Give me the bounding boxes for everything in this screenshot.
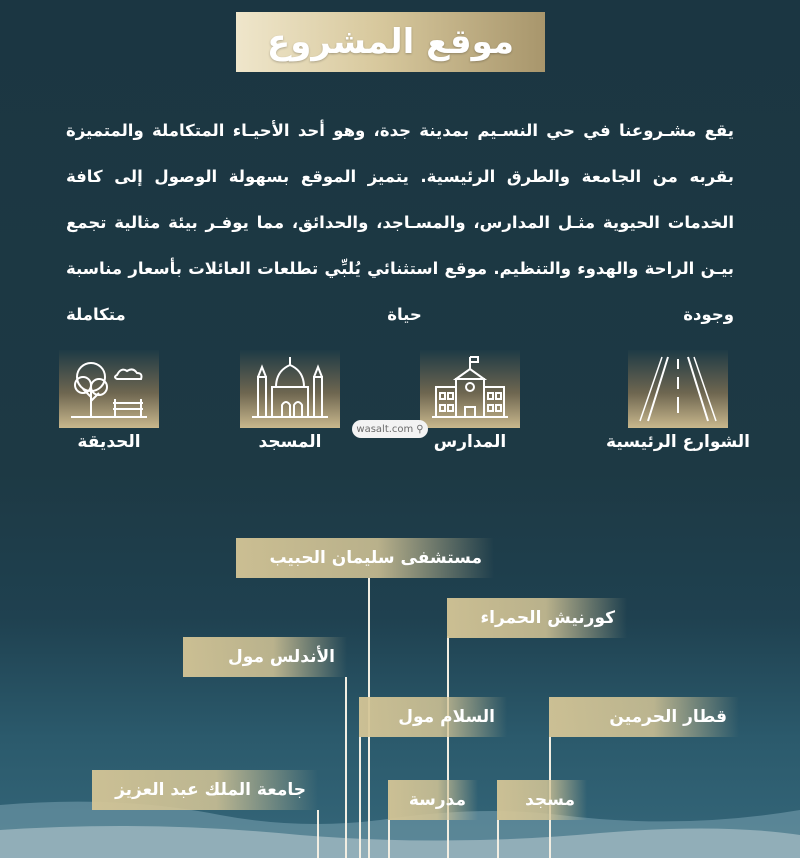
line-university — [317, 810, 319, 858]
feature-label-park: الحديقة — [77, 432, 141, 452]
mosque-tile — [240, 350, 340, 428]
title-banner — [236, 12, 545, 72]
project-description: يقع مشـروعنا في حي النسـيم بمدينة جدة، وهو أحد الأحيـاء المتكاملة والمتميزة بقربه من الجامعة والطرق الرئيسية. يتميز الموقع بسهولة الوصول إلى كافة الخدمات الحيوية مثـل المدارس، والمسـاجد، والحدائق، مما يوفـر بيئة مثالية تجمع بيـن الراحة والهدوء والتنظيم. موقع استثنائي يُلبِّي تطلعات العائلات بأسعار مناسبة وجودة حياة متكاملة — [66, 121, 734, 324]
feature-school — [420, 350, 520, 452]
line-andalus-mall — [345, 677, 347, 858]
place-corniche — [447, 598, 627, 638]
road-icon — [638, 353, 718, 425]
place-label-corniche: كورنيش الحمراء — [480, 608, 615, 628]
place-school — [388, 780, 478, 820]
watermark — [352, 420, 428, 438]
place-salam-mall — [359, 697, 507, 737]
watermark-text: wasalt.com — [356, 423, 414, 435]
feature-label-mosque: المسجد — [258, 432, 322, 452]
line-mosque — [497, 820, 499, 858]
line-corniche — [447, 636, 449, 858]
place-label-andalus-mall: الأندلس مول — [228, 647, 335, 667]
feature-label-school: المدارس — [433, 432, 507, 452]
line-salam-mall — [359, 737, 361, 858]
place-label-haramain-train: قطار الحرمين — [609, 707, 727, 727]
page-title: موقع المشروع — [266, 22, 514, 62]
school-tile — [420, 350, 520, 428]
place-haramain-train — [549, 697, 739, 737]
place-label-university: جامعة الملك عبد العزيز — [115, 780, 306, 800]
feature-roads — [606, 350, 750, 452]
road-tile — [628, 350, 728, 428]
place-label-salam-mall: السلام مول — [398, 707, 495, 727]
place-andalus-mall — [183, 637, 347, 677]
location-pin-icon: ⚲ — [416, 423, 424, 435]
feature-mosque — [240, 350, 340, 452]
place-hospital — [236, 538, 494, 578]
line-school — [388, 820, 390, 858]
place-mosque — [497, 780, 587, 820]
place-label-mosque: مسجد — [525, 790, 575, 810]
school-icon — [430, 353, 510, 425]
place-label-school: مدرسة — [408, 790, 466, 810]
mosque-icon — [250, 353, 330, 425]
place-label-hospital: مستشفى سليمان الحبيب — [269, 548, 482, 568]
feature-park — [59, 350, 159, 452]
park-icon — [69, 353, 149, 425]
place-university — [92, 770, 318, 810]
feature-label-roads: الشوارع الرئيسية — [606, 432, 750, 452]
park-tile — [59, 350, 159, 428]
